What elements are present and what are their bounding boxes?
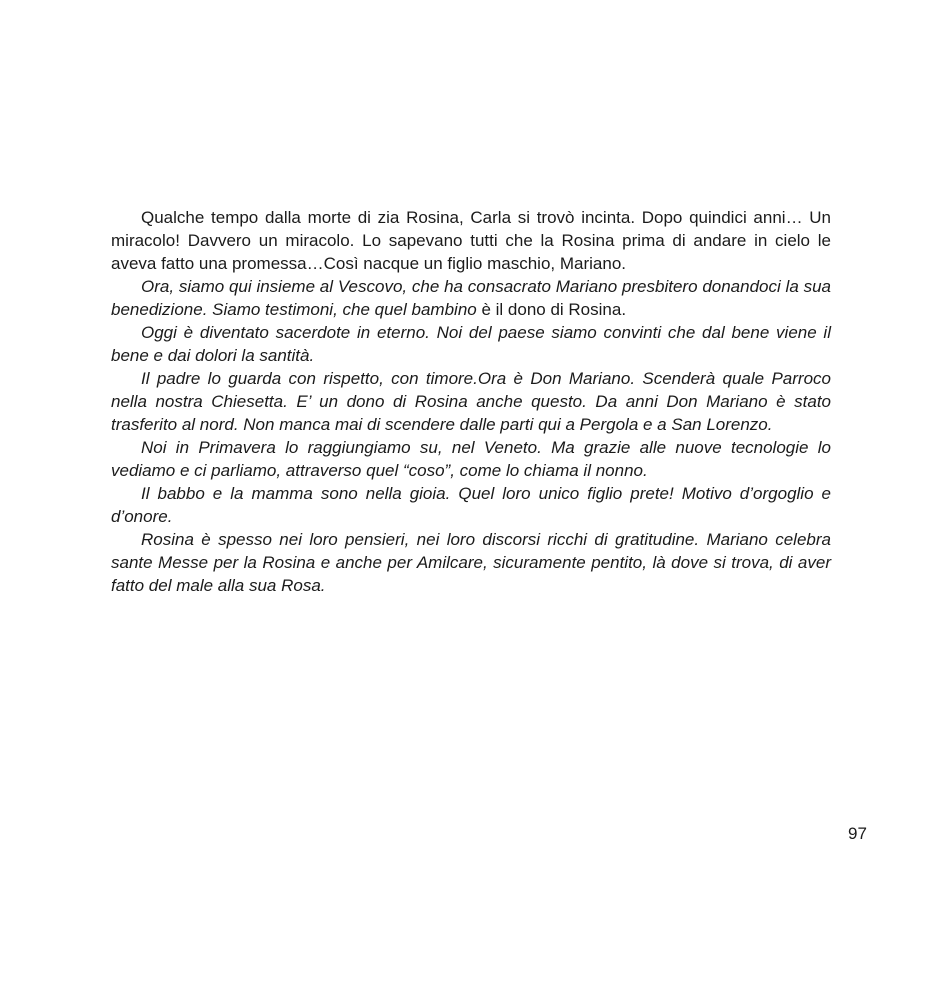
body-text	[111, 206, 831, 597]
paragraph: Il babbo e la mamma sono nella gioia. Quel loro unico figlio prete! Motivo d’orgoglio e d’onore.	[111, 484, 831, 526]
paragraph: Oggi è diventato sacerdote in eterno. Noi del paese siamo convinti che dal bene viene il bene e dai dolori la santità.	[111, 323, 831, 365]
paragraph-italic-part: Ora, siamo qui insieme al Vescovo, che ha consacrato Mariano presbitero donandoci la sua benedizione. Siamo testimoni, che quel bambino	[111, 277, 831, 319]
paragraph-regular-part: è il dono di Rosina.	[481, 300, 627, 319]
paragraph: Qualche tempo dalla morte di zia Rosina, Carla si trovò incinta. Dopo quindici anni… Un miracolo! Davvero un miracolo. Lo sapevano tutti che la Rosina prima di andare in cielo le aveva fatto una promessa…Così nacque un figlio maschio, Mariano.	[111, 208, 831, 273]
paragraph: Rosina è spesso nei loro pensieri, nei loro discorsi ricchi di gratitudine. Mariano celebra sante Messe per la Rosina e anche per Amilcare, sicuramente pentito, là dove si trova, di aver fatto del male alla sua Rosa.	[111, 530, 831, 595]
page-number: 97	[848, 824, 867, 843]
paragraph: Noi in Primavera lo raggiungiamo su, nel Veneto. Ma grazie alle nuove tecnologie lo vediamo e ci parliamo, attraverso quel “coso”, come lo chiama il nonno.	[111, 438, 831, 480]
paragraph: Il padre lo guarda con rispetto, con timore.Ora è Don Mariano. Scenderà quale Parroco nella nostra Chiesetta. E’ un dono di Rosina anche questo. Da anni Don Mariano è stato trasferito al nord. Non manca mai di scendere dalle parti qui a Pergola e a San Lorenzo.	[111, 369, 831, 434]
paragraph	[111, 275, 831, 321]
